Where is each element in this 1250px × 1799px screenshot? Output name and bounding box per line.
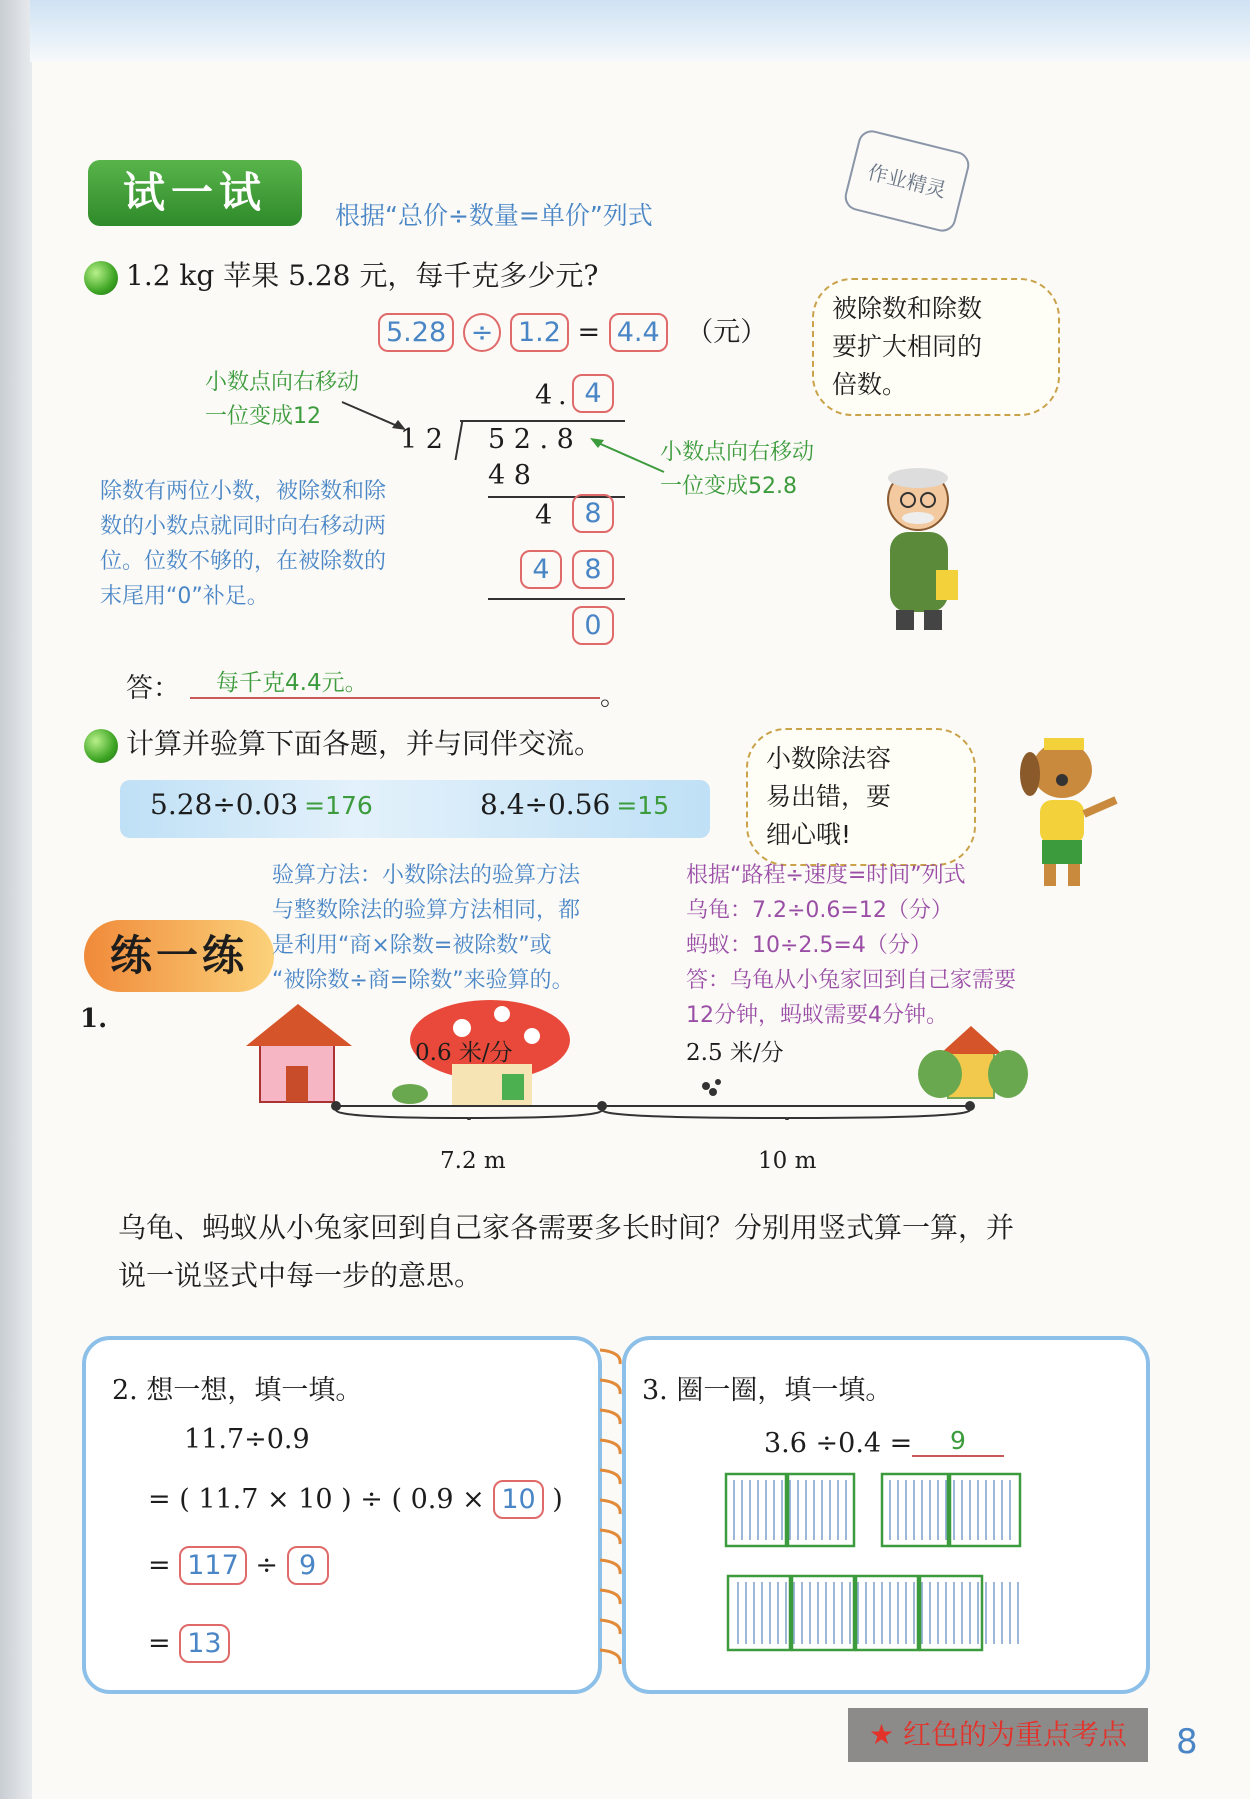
dog-illustration [1000,730,1120,890]
dividend: 5 2 . 8 [488,424,574,455]
division-bar [460,420,625,422]
top-decor-band [30,0,1250,62]
q2-line2: = ( 11.7 × 10 ) ÷ ( 0.9 × 10 ) [148,1480,563,1519]
quotient-dot: . [558,380,567,411]
question-2: 计算并验算下面各题，并与同伴交流。 [84,722,602,763]
note-right: 小数点向右移动 一位变成52.8 [660,440,815,499]
distance-2: 10 m [758,1148,817,1174]
eq-result: 4.4 [609,313,668,352]
division-bracket [454,420,463,460]
try-it-hint: 根据“总价÷数量=单价”列式 [335,201,653,230]
q3-title: 3. 圈一圈，填一填。 [642,1375,893,1406]
step1-product: 4 8 [488,460,531,491]
eq-dividend: 5.28 [378,313,454,352]
answer-text: 每千克4.4元。 [190,664,600,699]
sticks-figure [722,1470,1042,1670]
eq-unit: （元） [686,317,768,348]
step2-box-a: 4 [520,550,562,589]
try-it-badge: 试一试 [88,160,302,226]
q2-line1: 11.7÷0.9 [184,1424,310,1455]
route-scene [240,990,1030,1120]
step2-line [488,598,625,600]
remainder1-digit: 4 [535,500,553,531]
q2-box-117: 117 [179,1546,247,1585]
dog-speech-bubble: 小数除法容 易出错，要 细心哦! [746,728,976,866]
q1-number: 1. [80,1004,108,1034]
answer-label: 答： [126,673,180,704]
q2-line3: = 117 ÷ 9 [148,1546,329,1585]
practice-badge: 练一练 [84,920,274,992]
notebook-rings [596,1340,626,1680]
green-ball-icon [84,261,118,295]
teacher-speech-bubble: 被除数和除数 要扩大相同的 倍数。 [812,278,1060,416]
speed-turtle: 0.6 米/分 [415,1040,513,1066]
eq-divisor: 1.2 [510,313,569,352]
q2-box-10: 10 [493,1480,543,1519]
calc-1: 5.28÷0.03 =176 [150,788,373,821]
eq-equals: = [577,317,601,348]
route-note: 根据“路程÷速度=时间”列式 乌龟：7.2÷0.6=12（分） 蚂蚁：10÷2.5=4（分） 答：乌龟从小兔家回到自己家需要 12分钟，蚂蚁需要4分钟。 [686,863,1017,1028]
remainder1-box: 8 [572,494,614,533]
page-number: 8 [1176,1722,1198,1762]
final-remainder-box: 0 [572,606,614,645]
q2-title: 2. 想一想，填一填。 [112,1375,363,1406]
answer-period: 。 [600,681,627,712]
green-ball-icon [84,729,118,763]
divisor: 1 2 [400,424,443,455]
q2-box-13: 13 [179,1624,229,1663]
note-left-top: 小数点向右移动 一位变成12 [205,370,360,429]
teacher-illustration [850,460,980,640]
step2-box-b: 8 [572,550,614,589]
q2-box-9: 9 [287,1546,329,1585]
q1-text: 乌龟、蚂蚁从小兔家回到自己家各需要多长时间？分别用竖式算一算，并 说一说竖式中每一步的意思。 [118,1211,1015,1292]
distance-1: 7.2 m [440,1148,506,1174]
note-left-block: 除数有两位小数，被除数和除 数的小数点就同时向右移动两 位。位数不够的，在被除数的 末尾用“0”补足。 [100,479,387,609]
question-1: 1.2 kg 苹果 5.28 元，每千克多少元? [84,254,598,295]
eq-operator: ÷ [463,313,502,352]
q3-expr: 3.6 ÷0.4 = [764,1428,913,1459]
quotient-box: 4 [572,374,614,413]
speed-ant: 2.5 米/分 [686,1040,784,1066]
page-edge [0,0,32,1799]
footer-key-note: ★ 红色的为重点考点 [848,1708,1148,1762]
stamp-logo: 作业精灵 [842,127,972,234]
verify-note: 验算方法：小数除法的验算方法 与整数除法的验算方法相同，都 是利用“商×除数=被除数”或 “被除数÷商=除数”来验算的。 [272,863,581,993]
calc-2: 8.4÷0.56 =15 [480,788,670,821]
q3-answer: 9 [912,1426,1004,1457]
quotient-digit: 4 [535,380,553,411]
long-division [400,372,630,652]
equation-row [378,310,767,352]
q2-line4: = 13 [148,1624,230,1663]
